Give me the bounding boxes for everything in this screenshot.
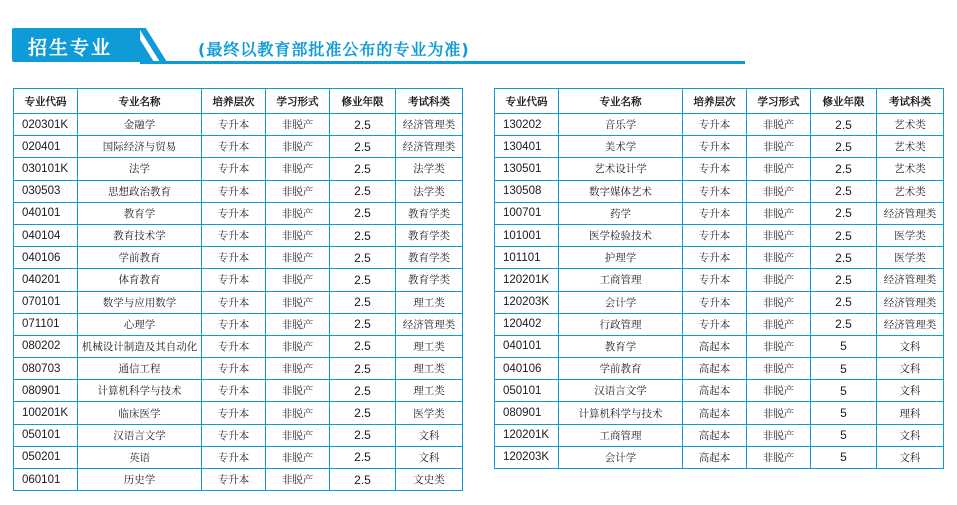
cell-code: 040101 xyxy=(14,203,78,225)
cell-mode: 非脱产 xyxy=(266,380,330,402)
cell-mode: 非脱产 xyxy=(266,402,330,424)
cell-code: 080703 xyxy=(14,358,78,380)
cell-years: 2.5 xyxy=(330,136,396,158)
page-subtitle: (最终以教育部批准公布的专业为准) xyxy=(198,40,470,59)
cell-code: 130508 xyxy=(495,181,559,203)
cell-level: 专升本 xyxy=(202,203,266,225)
cell-category: 经济管理类 xyxy=(877,203,943,225)
cell-code: 100201K xyxy=(14,402,78,424)
cell-category: 教育学类 xyxy=(396,225,462,247)
cell-name: 计算机科学与技术 xyxy=(78,380,202,402)
cell-name: 护理学 xyxy=(559,247,683,269)
cell-mode: 非脱产 xyxy=(747,292,811,314)
cell-years: 2.5 xyxy=(330,158,396,180)
cell-code: 071101 xyxy=(14,314,78,336)
cell-level: 专升本 xyxy=(683,181,747,203)
table-row xyxy=(495,425,943,447)
table-row xyxy=(14,447,462,469)
cell-category: 法学类 xyxy=(396,181,462,203)
cell-years: 2.5 xyxy=(330,269,396,291)
table-row xyxy=(495,225,943,247)
cell-years: 5 xyxy=(811,380,877,402)
cell-name: 数学与应用数学 xyxy=(78,292,202,314)
cell-mode: 非脱产 xyxy=(747,181,811,203)
cell-category: 艺术类 xyxy=(877,136,943,158)
cell-mode: 非脱产 xyxy=(747,447,811,468)
cell-name: 计算机科学与技术 xyxy=(559,402,683,424)
cell-name: 国际经济与贸易 xyxy=(78,136,202,158)
cell-level: 专升本 xyxy=(202,402,266,424)
cell-level: 专升本 xyxy=(202,314,266,336)
cell-level: 专升本 xyxy=(202,358,266,380)
cell-name: 会计学 xyxy=(559,292,683,314)
cell-category: 经济管理类 xyxy=(396,114,462,136)
cell-level: 专升本 xyxy=(202,425,266,447)
cell-level: 专升本 xyxy=(683,158,747,180)
cell-level: 专升本 xyxy=(202,181,266,203)
table-row xyxy=(14,336,462,358)
cell-level: 专升本 xyxy=(683,203,747,225)
cell-code: 080901 xyxy=(495,402,559,424)
cell-years: 5 xyxy=(811,336,877,358)
cell-name: 数字媒体艺术 xyxy=(559,181,683,203)
cell-level: 专升本 xyxy=(683,269,747,291)
cell-years: 2.5 xyxy=(811,314,877,336)
cell-category: 经济管理类 xyxy=(396,314,462,336)
cell-mode: 非脱产 xyxy=(747,380,811,402)
cell-category: 教育学类 xyxy=(396,203,462,225)
cell-code: 130202 xyxy=(495,114,559,136)
cell-years: 2.5 xyxy=(330,358,396,380)
cell-years: 2.5 xyxy=(811,225,877,247)
cell-level: 专升本 xyxy=(202,469,266,490)
cell-years: 5 xyxy=(811,425,877,447)
cell-category: 文科 xyxy=(877,380,943,402)
cell-years: 2.5 xyxy=(330,225,396,247)
table-row xyxy=(14,292,462,314)
cell-code: 080901 xyxy=(14,380,78,402)
cell-mode: 非脱产 xyxy=(266,203,330,225)
cell-years: 2.5 xyxy=(811,203,877,225)
cell-mode: 非脱产 xyxy=(747,314,811,336)
cell-name: 机械设计制造及其自动化 xyxy=(78,336,202,358)
cell-code: 120203K xyxy=(495,292,559,314)
cell-code: 120402 xyxy=(495,314,559,336)
cell-code: 130401 xyxy=(495,136,559,158)
cell-category: 理工类 xyxy=(396,336,462,358)
cell-level: 专升本 xyxy=(683,292,747,314)
cell-years: 5 xyxy=(811,358,877,380)
cell-name: 法学 xyxy=(78,158,202,180)
cell-category: 艺术类 xyxy=(877,181,943,203)
cell-name: 教育技术学 xyxy=(78,225,202,247)
cell-years: 2.5 xyxy=(330,425,396,447)
cell-mode: 非脱产 xyxy=(266,292,330,314)
cell-level: 专升本 xyxy=(202,136,266,158)
cell-mode: 非脱产 xyxy=(747,203,811,225)
cell-level: 高起本 xyxy=(683,402,747,424)
cell-years: 2.5 xyxy=(811,158,877,180)
header-underline xyxy=(140,61,745,64)
cell-category: 艺术类 xyxy=(877,114,943,136)
cell-mode: 非脱产 xyxy=(747,336,811,358)
col-header-code: 专业代码 xyxy=(495,89,559,114)
cell-code: 030503 xyxy=(14,181,78,203)
cell-years: 5 xyxy=(811,447,877,468)
cell-code: 050101 xyxy=(14,425,78,447)
cell-years: 2.5 xyxy=(330,181,396,203)
table-row xyxy=(495,314,943,336)
cell-code: 040104 xyxy=(14,225,78,247)
cell-years: 2.5 xyxy=(330,314,396,336)
table-header-row xyxy=(495,89,943,114)
page-title: 招生专业 xyxy=(28,37,113,59)
cell-code: 080202 xyxy=(14,336,78,358)
cell-code: 120201K xyxy=(495,269,559,291)
table-row xyxy=(495,336,943,358)
table-row xyxy=(495,292,943,314)
cell-mode: 非脱产 xyxy=(266,247,330,269)
cell-name: 汉语言文学 xyxy=(78,425,202,447)
cell-mode: 非脱产 xyxy=(747,158,811,180)
table-row xyxy=(495,203,943,225)
cell-level: 专升本 xyxy=(683,114,747,136)
cell-category: 文史类 xyxy=(413,474,445,487)
cell-name: 教育学 xyxy=(78,203,202,225)
cell-mode: 非脱产 xyxy=(266,158,330,180)
cell-years: 2.5 xyxy=(811,247,877,269)
cell-name: 英语 xyxy=(78,447,202,469)
cell-name: 临床医学 xyxy=(78,402,202,424)
table-row xyxy=(495,114,943,136)
cell-years: 2.5 xyxy=(330,336,396,358)
cell-years: 2.5 xyxy=(811,136,877,158)
cell-mode: 非脱产 xyxy=(747,114,811,136)
table-row xyxy=(14,114,462,136)
majors-table-left xyxy=(13,88,463,491)
cell-category: 医学类 xyxy=(877,225,943,247)
cell-years: 2.5 xyxy=(330,402,396,424)
cell-code: 100701 xyxy=(495,203,559,225)
cell-years: 2.5 xyxy=(330,469,396,490)
cell-code: 070101 xyxy=(14,292,78,314)
col-header-mode: 学习形式 xyxy=(747,89,811,114)
col-header-code: 专业代码 xyxy=(14,89,78,114)
cell-code: 060101 xyxy=(14,469,78,490)
cell-code: 030101K xyxy=(14,158,78,180)
cell-mode: 非脱产 xyxy=(747,247,811,269)
cell-code: 120203K xyxy=(495,447,559,468)
col-header-category: 考试科类 xyxy=(396,89,462,114)
table-row xyxy=(495,358,943,380)
cell-category: 文科 xyxy=(396,447,462,469)
cell-mode: 非脱产 xyxy=(266,447,330,469)
table-row xyxy=(14,425,462,447)
cell-mode: 非脱产 xyxy=(266,358,330,380)
cell-name: 会计学 xyxy=(559,447,683,468)
cell-level: 专升本 xyxy=(202,380,266,402)
cell-category: 理工类 xyxy=(396,380,462,402)
cell-level: 专升本 xyxy=(683,225,747,247)
cell-name: 学前教育 xyxy=(78,247,202,269)
cell-category: 文科 xyxy=(877,336,943,358)
col-header-years: 修业年限 xyxy=(330,89,396,114)
cell-category: 理工类 xyxy=(396,358,462,380)
cell-level: 专升本 xyxy=(202,292,266,314)
cell-category: 理科 xyxy=(877,402,943,424)
cell-level: 高起本 xyxy=(683,358,747,380)
cell-level: 高起本 xyxy=(683,447,747,468)
cell-years: 2.5 xyxy=(330,203,396,225)
cell-name: 学前教育 xyxy=(559,358,683,380)
cell-category: 经济管理类 xyxy=(877,292,943,314)
cell-years: 2.5 xyxy=(330,247,396,269)
cell-level: 专升本 xyxy=(683,314,747,336)
table-row xyxy=(495,380,943,402)
cell-years: 2.5 xyxy=(330,114,396,136)
cell-level: 专升本 xyxy=(683,136,747,158)
cell-code: 130501 xyxy=(495,158,559,180)
cell-level: 专升本 xyxy=(202,114,266,136)
cell-level: 专升本 xyxy=(202,269,266,291)
col-header-level: 培养层次 xyxy=(202,89,266,114)
cell-category: 医学类 xyxy=(877,247,943,269)
cell-years: 2.5 xyxy=(811,114,877,136)
table-row xyxy=(14,225,462,247)
cell-category: 教育学类 xyxy=(396,269,462,291)
cell-level: 专升本 xyxy=(202,247,266,269)
table-row xyxy=(14,380,462,402)
table-row xyxy=(495,447,943,468)
cell-name: 医学检验技术 xyxy=(559,225,683,247)
cell-level: 专升本 xyxy=(202,225,266,247)
cell-category: 文科 xyxy=(877,358,943,380)
cell-code: 101001 xyxy=(495,225,559,247)
cell-category: 经济管理类 xyxy=(396,136,462,158)
cell-level: 专升本 xyxy=(202,158,266,180)
cell-category: 理工类 xyxy=(396,292,462,314)
cell-code: 040106 xyxy=(14,247,78,269)
table-row xyxy=(14,203,462,225)
cell-mode: 非脱产 xyxy=(266,336,330,358)
cell-mode: 非脱产 xyxy=(266,314,330,336)
cell-years: 2.5 xyxy=(811,269,877,291)
cell-years: 5 xyxy=(811,402,877,424)
cell-mode: 非脱产 xyxy=(266,114,330,136)
cell-years: 2.5 xyxy=(330,447,396,469)
table-row xyxy=(14,247,462,269)
cell-mode: 非脱产 xyxy=(266,469,330,490)
cell-category: 文科 xyxy=(877,425,943,447)
cell-level: 专升本 xyxy=(683,247,747,269)
table-row xyxy=(14,181,462,203)
table-row xyxy=(14,469,462,490)
col-header-category: 考试科类 xyxy=(877,89,943,114)
cell-name: 思想政治教育 xyxy=(78,181,202,203)
cell-name: 艺术设计学 xyxy=(559,158,683,180)
cell-code: 040101 xyxy=(495,336,559,358)
cell-category: 文科 xyxy=(396,425,462,447)
table-row xyxy=(14,358,462,380)
cell-mode: 非脱产 xyxy=(747,136,811,158)
cell-years: 2.5 xyxy=(330,380,396,402)
cell-mode: 非脱产 xyxy=(747,358,811,380)
cell-years: 2.5 xyxy=(330,292,396,314)
cell-mode: 非脱产 xyxy=(747,425,811,447)
cell-name: 金融学 xyxy=(78,114,202,136)
table-row xyxy=(14,136,462,158)
cell-mode: 非脱产 xyxy=(266,225,330,247)
table-row xyxy=(495,247,943,269)
table-row xyxy=(14,402,462,424)
table-row xyxy=(14,158,462,180)
cell-category: 法学类 xyxy=(396,158,462,180)
table-row xyxy=(495,158,943,180)
cell-category: 教育学类 xyxy=(396,247,462,269)
cell-level: 专升本 xyxy=(202,336,266,358)
cell-code: 101101 xyxy=(495,247,559,269)
cell-name: 音乐学 xyxy=(559,114,683,136)
cell-level: 高起本 xyxy=(683,380,747,402)
table-row xyxy=(495,402,943,424)
cell-category: 经济管理类 xyxy=(877,314,943,336)
majors-table-right xyxy=(494,88,944,469)
cell-mode: 非脱产 xyxy=(266,269,330,291)
col-header-years: 修业年限 xyxy=(811,89,877,114)
cell-name: 汉语言文学 xyxy=(559,380,683,402)
cell-code: 050201 xyxy=(14,447,78,469)
cell-years: 2.5 xyxy=(811,181,877,203)
cell-name: 教育学 xyxy=(559,336,683,358)
cell-level: 高起本 xyxy=(683,425,747,447)
cell-category: 文科 xyxy=(899,451,921,464)
cell-name: 工商管理 xyxy=(559,425,683,447)
cell-mode: 非脱产 xyxy=(266,181,330,203)
table-row xyxy=(14,314,462,336)
col-header-mode: 学习形式 xyxy=(266,89,330,114)
cell-name: 体育教育 xyxy=(78,269,202,291)
table-row xyxy=(495,136,943,158)
cell-code: 020401 xyxy=(14,136,78,158)
table-row xyxy=(495,181,943,203)
cell-code: 040201 xyxy=(14,269,78,291)
col-header-name: 专业名称 xyxy=(559,89,683,114)
cell-name: 美术学 xyxy=(559,136,683,158)
cell-code: 050101 xyxy=(495,380,559,402)
cell-mode: 非脱产 xyxy=(266,136,330,158)
cell-name: 心理学 xyxy=(78,314,202,336)
cell-years: 2.5 xyxy=(811,292,877,314)
cell-level: 高起本 xyxy=(683,336,747,358)
cell-name: 药学 xyxy=(559,203,683,225)
cell-name: 工商管理 xyxy=(559,269,683,291)
table-row xyxy=(495,269,943,291)
cell-name: 行政管理 xyxy=(559,314,683,336)
cell-mode: 非脱产 xyxy=(747,269,811,291)
table-row xyxy=(14,269,462,291)
cell-category: 艺术类 xyxy=(877,158,943,180)
cell-code: 020301K xyxy=(14,114,78,136)
cell-level: 专升本 xyxy=(202,447,266,469)
table-header-row xyxy=(14,89,462,114)
cell-mode: 非脱产 xyxy=(747,225,811,247)
cell-name: 历史学 xyxy=(78,469,202,490)
cell-mode: 非脱产 xyxy=(266,425,330,447)
cell-code: 120201K xyxy=(495,425,559,447)
col-header-level: 培养层次 xyxy=(683,89,747,114)
cell-code: 040106 xyxy=(495,358,559,380)
cell-name: 通信工程 xyxy=(78,358,202,380)
cell-category: 医学类 xyxy=(396,402,462,424)
col-header-name: 专业名称 xyxy=(78,89,202,114)
cell-category: 经济管理类 xyxy=(877,269,943,291)
cell-mode: 非脱产 xyxy=(747,402,811,424)
